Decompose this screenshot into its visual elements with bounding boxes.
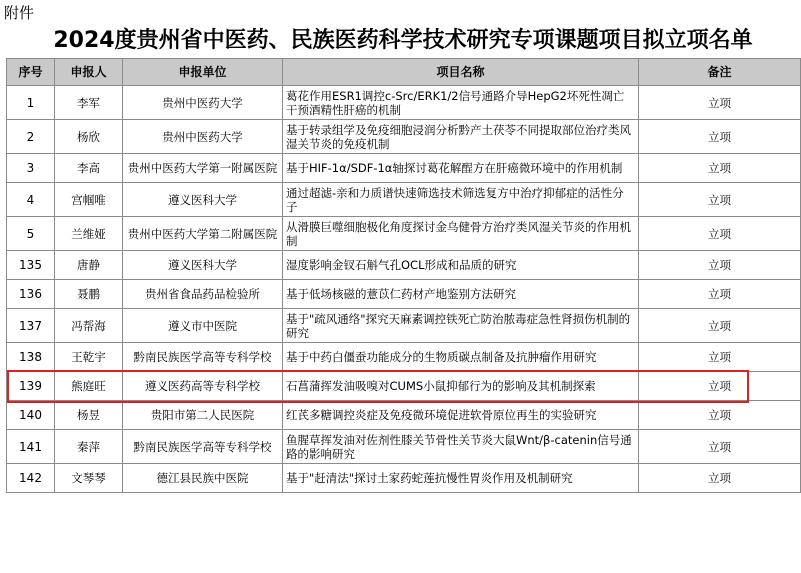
appendix-label: 附件 [4,4,35,22]
document-title: 2024度贵州省中医药、民族医药科学技术研究专项课题项目拟立项名单 [53,28,753,53]
cell-project: 从滑膜巨噬细胞极化角度探讨金乌健骨方治疗类风湿关节炎的作用机制 [283,217,639,251]
cell-no: 140 [7,401,55,430]
cell-unit: 贵州中医药大学第一附属医院 [123,154,283,183]
cell-remark: 立项 [639,217,801,251]
table-row [7,154,801,183]
cell-no: 139 [7,372,55,401]
cell-project: 基于转录组学及免疫细胞浸润分析黔产土茯苓不同提取部位治疗类风湿关节炎的免疫机制 [283,120,639,154]
cell-applicant: 熊庭旺 [55,372,123,401]
cell-remark: 立项 [639,251,801,280]
table-row [7,430,801,464]
cell-no: 135 [7,251,55,280]
table-row [7,401,801,430]
cell-remark: 立项 [639,280,801,309]
table-row [7,372,801,401]
cell-project: 葛花作用ESR1调控c-Src/ERK1/2信号通路介导HepG2坏死性凋亡干预酒精性肝癌的机制 [283,86,639,120]
cell-applicant: 宫帼唯 [55,183,123,217]
header-project: 项目名称 [283,59,639,86]
cell-applicant: 兰维娅 [55,217,123,251]
cell-unit: 遵义医科大学 [123,183,283,217]
cell-applicant: 杨昱 [55,401,123,430]
cell-unit: 遵义市中医院 [123,309,283,343]
table-row [7,309,801,343]
cell-no: 142 [7,464,55,493]
cell-unit: 贵阳市第二人民医院 [123,401,283,430]
table-row [7,120,801,154]
cell-remark: 立项 [639,120,801,154]
cell-unit: 贵州中医药大学第二附属医院 [123,217,283,251]
cell-project: 通过超滤-亲和力质谱快速筛选技术筛选复方中治疗抑郁症的活性分子 [283,183,639,217]
cell-unit: 黔南民族医学高等专科学校 [123,343,283,372]
table-row [7,251,801,280]
cell-no: 5 [7,217,55,251]
cell-unit: 贵州中医药大学 [123,120,283,154]
cell-unit: 德江县民族中医院 [123,464,283,493]
cell-remark: 立项 [639,401,801,430]
table-row [7,343,801,372]
cell-unit: 黔南民族医学高等专科学校 [123,430,283,464]
cell-remark: 立项 [639,343,801,372]
table-row [7,183,801,217]
project-list-table [6,58,801,493]
cell-no: 4 [7,183,55,217]
table-row [7,217,801,251]
cell-no: 137 [7,309,55,343]
cell-remark: 立项 [639,183,801,217]
cell-remark: 立项 [639,464,801,493]
cell-unit: 遵义医药高等专科学校 [123,372,283,401]
table-header-row [7,59,801,86]
cell-applicant: 杨欣 [55,120,123,154]
table-row [7,280,801,309]
header-unit: 申报单位 [123,59,283,86]
cell-project: 基于HIF-1α/SDF-1α轴探讨葛花解酲方在肝癌微环境中的作用机制 [283,154,639,183]
cell-no: 138 [7,343,55,372]
cell-unit: 遵义医科大学 [123,251,283,280]
cell-applicant: 王乾宇 [55,343,123,372]
cell-project: 基于中药白僵蚕功能成分的生物质碳点制备及抗肿瘤作用研究 [283,343,639,372]
header-no: 序号 [7,59,55,86]
table-row [7,86,801,120]
cell-remark: 立项 [639,86,801,120]
cell-no: 136 [7,280,55,309]
cell-unit: 贵州中医药大学 [123,86,283,120]
cell-project: 红芪多糖调控炎症及免疫微环境促进软骨原位再生的实验研究 [283,401,639,430]
cell-no: 2 [7,120,55,154]
cell-no: 3 [7,154,55,183]
cell-project: 基于"疏风通络"探究天麻素调控铁死亡防治脓毒症急性肾损伤机制的研究 [283,309,639,343]
cell-applicant: 文琴琴 [55,464,123,493]
table-row [7,464,801,493]
cell-project: 基于低场核磁的薏苡仁药材产地鉴别方法研究 [283,280,639,309]
cell-project: 基于"赶清法"探讨土家药蛇莲抗慢性胃炎作用及机制研究 [283,464,639,493]
cell-applicant: 李军 [55,86,123,120]
cell-no: 1 [7,86,55,120]
cell-remark: 立项 [639,372,801,401]
cell-applicant: 李高 [55,154,123,183]
cell-project: 湿度影响金钗石斛气孔OCL形成和品质的研究 [283,251,639,280]
cell-remark: 立项 [639,154,801,183]
cell-project: 鱼腥草挥发油对佐剂性膝关节骨性关节炎大鼠Wnt/β-catenin信号通路的影响研究 [283,430,639,464]
cell-remark: 立项 [639,430,801,464]
cell-no: 141 [7,430,55,464]
header-remark: 备注 [639,59,801,86]
cell-applicant: 冯帮海 [55,309,123,343]
cell-applicant: 聂鹏 [55,280,123,309]
header-applicant: 申报人 [55,59,123,86]
cell-applicant: 秦萍 [55,430,123,464]
cell-remark: 立项 [639,309,801,343]
cell-project: 石菖蒲挥发油吸嗅对CUMS小鼠抑郁行为的影响及其机制探索 [283,372,639,401]
cell-unit: 贵州省食品药品检验所 [123,280,283,309]
cell-applicant: 唐静 [55,251,123,280]
